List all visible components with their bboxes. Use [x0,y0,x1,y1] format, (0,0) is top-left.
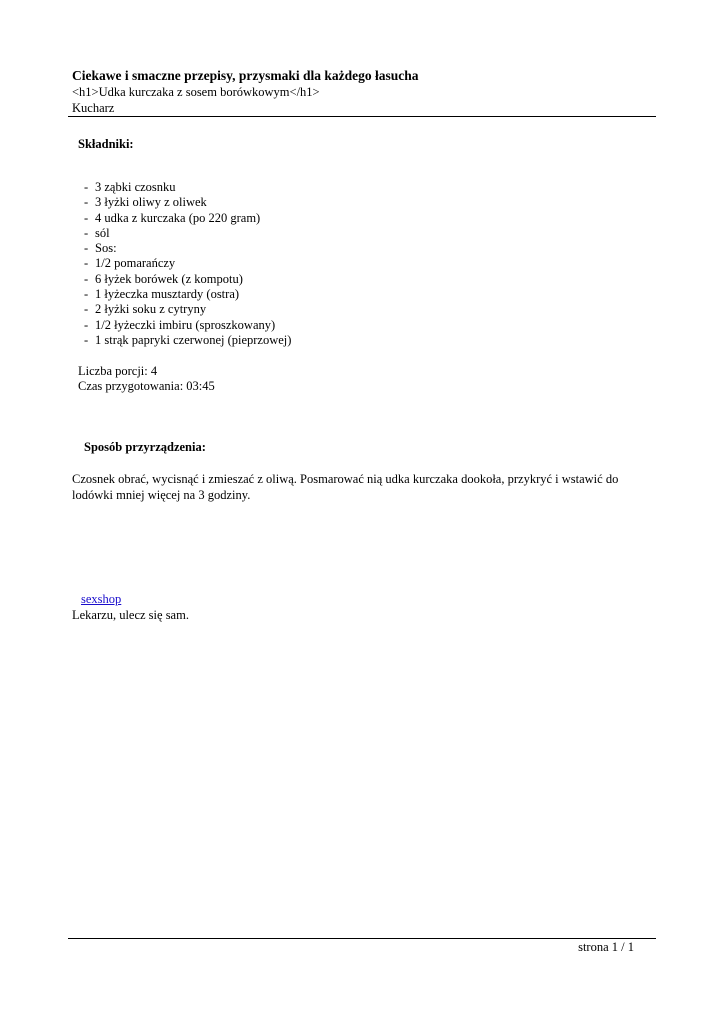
ingredient-item [84,333,291,348]
page-number: strona 1 / 1 [578,940,634,954]
site-title: Ciekawe i smaczne przepisy, przysmaki dla każdego łasucha [72,68,419,83]
ingredient-item [84,302,291,317]
ingredient-item [84,287,291,302]
ingredient-text: 1/2 łyżeczki imbiru (sproszkowany) [95,317,276,332]
ingredient-text: sól [95,225,110,240]
ingredient-item [84,180,291,195]
bullet-dash: - [84,287,89,302]
header-divider [68,116,656,117]
ingredients-heading: Składniki: [78,137,134,151]
servings-label: Liczba porcji: 4 [78,364,158,378]
quote-text: Lekarzu, ulecz się sam. [72,608,189,622]
ingredient-text: 1 łyżeczka musztardy (ostra) [95,287,240,302]
ingredient-text: 3 ząbki czosnku [95,180,176,194]
ingredient-item [84,195,291,210]
ingredient-text: 1 strąk papryki czerwonej (pieprzowej) [95,332,292,347]
ingredients-list [84,180,291,348]
bullet-dash: - [84,317,89,332]
recipe-meta [78,364,215,395]
ingredient-item [84,211,291,226]
ad-link[interactable]: sexshop [81,592,122,606]
ingredient-text: 6 łyżek borówek (z kompotu) [95,271,243,286]
category-label: Kucharz [72,101,115,115]
ingredient-text: 2 łyżki soku z cytryny [95,302,207,317]
ingredient-item [84,272,291,287]
ingredient-item [84,318,291,333]
bullet-dash: - [84,271,89,286]
bullet-dash: - [84,210,89,225]
ingredient-text: 3 łyżki oliwy z oliwek [95,195,207,210]
ingredient-text: 4 udka z kurczaka (po 220 gram) [95,210,261,225]
preparation-text: Czosnek obrać, wycisnąć i zmieszać z oliwą. Posmarować nią udka kurczaka dookoła, przykryć i wstawić do lodówki mniej więcej na 3 godziny. [72,472,619,502]
bullet-dash: - [84,256,89,271]
bullet-dash: - [84,332,89,347]
ingredient-text: 1/2 pomarańczy [95,256,176,271]
bullet-dash: - [84,225,89,240]
bullet-dash: - [84,195,89,210]
ingredient-item [84,241,291,256]
bullet-dash: - [84,241,89,256]
bullet-dash: - [84,302,89,317]
ingredient-text: Sos: [95,241,117,256]
bullet-dash: - [84,180,89,194]
ingredient-item [84,256,291,271]
ingredient-item [84,226,291,241]
page-header [72,68,656,116]
prep-time-label: Czas przygotowania: 03:45 [78,379,215,394]
preparation-heading: Sposób przyrządzenia: [84,440,206,454]
recipe-title: <h1>Udka kurczaka z sosem borówkowym</h1> [72,85,320,99]
footer-divider [68,938,656,939]
